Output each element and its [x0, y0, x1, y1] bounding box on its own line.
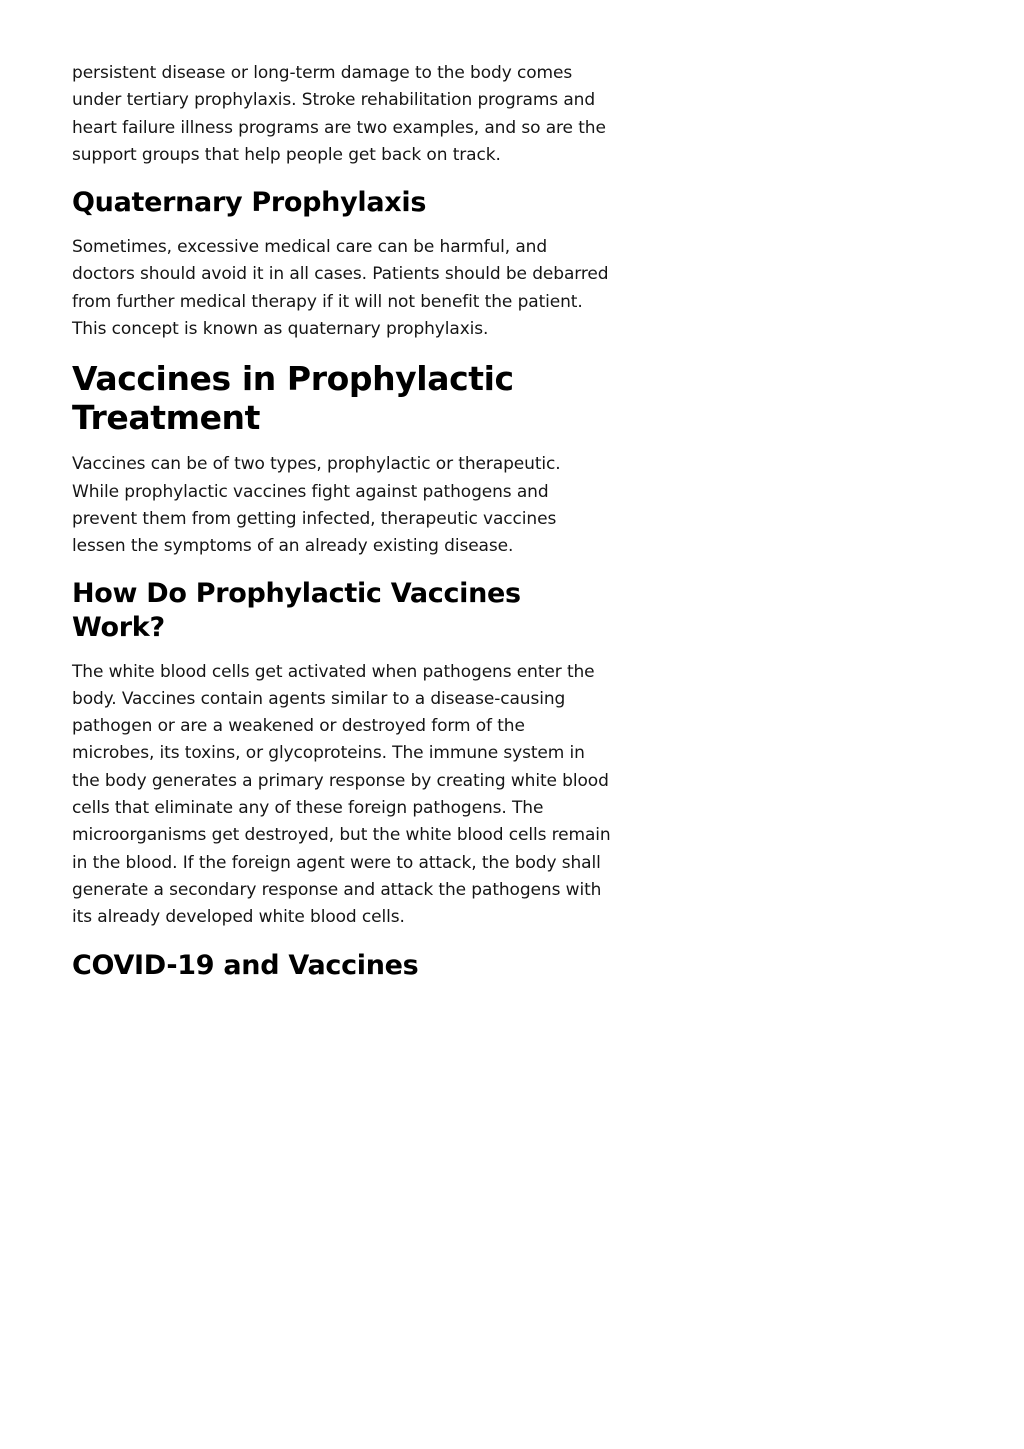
section-heading-how-vaccines-work: How Do Prophylactic Vaccines Work?	[72, 577, 521, 643]
how-vaccines-work-paragraph: The white blood cells get activated when pathogens enter the body. Vaccines contain agents similar to a disease-causing pathogen or are a weakened or destroyed form of the microbes, its toxins, or glycoproteins. The immune system in the body generates a primary response by creating white blood cells that eliminate any of these foreign pathogens. The microorganisms get destroyed, but the white blood cells remain in the blood. If the foreign agent were to attack, the body shall generate a secondary response and attack the pathogens with its already developed white blood cells.	[72, 661, 611, 928]
section-heading-vaccines-in-prophylactic-treatment: Vaccines in Prophylactic Treatment	[72, 359, 514, 438]
section-heading-quaternary-prophylaxis: Quaternary Prophylaxis	[72, 187, 427, 219]
section-heading-covid-19-and-vaccines: COVID-19 and Vaccines	[72, 949, 419, 981]
article-body	[72, 58, 612, 983]
quaternary-prophylaxis-paragraph: Sometimes, excessive medical care can be harmful, and doctors should avoid it in all cases. Patients should be debarred from further medical therapy if it will not benefit the patient. This concept is known as quaternary prophylaxis.	[72, 237, 609, 340]
vaccines-paragraph: Vaccines can be of two types, prophylactic or therapeutic. While prophylactic vaccines fight against pathogens and prevent them from getting infected, therapeutic vaccines lessen the symptoms of an already existing disease.	[72, 454, 561, 557]
intro-paragraph: persistent disease or long-term damage to the body comes under tertiary prophylaxis. Stroke rehabilitation programs and heart failure illness programs are two examples, and so are the support groups that help people get back on track.	[72, 63, 606, 165]
